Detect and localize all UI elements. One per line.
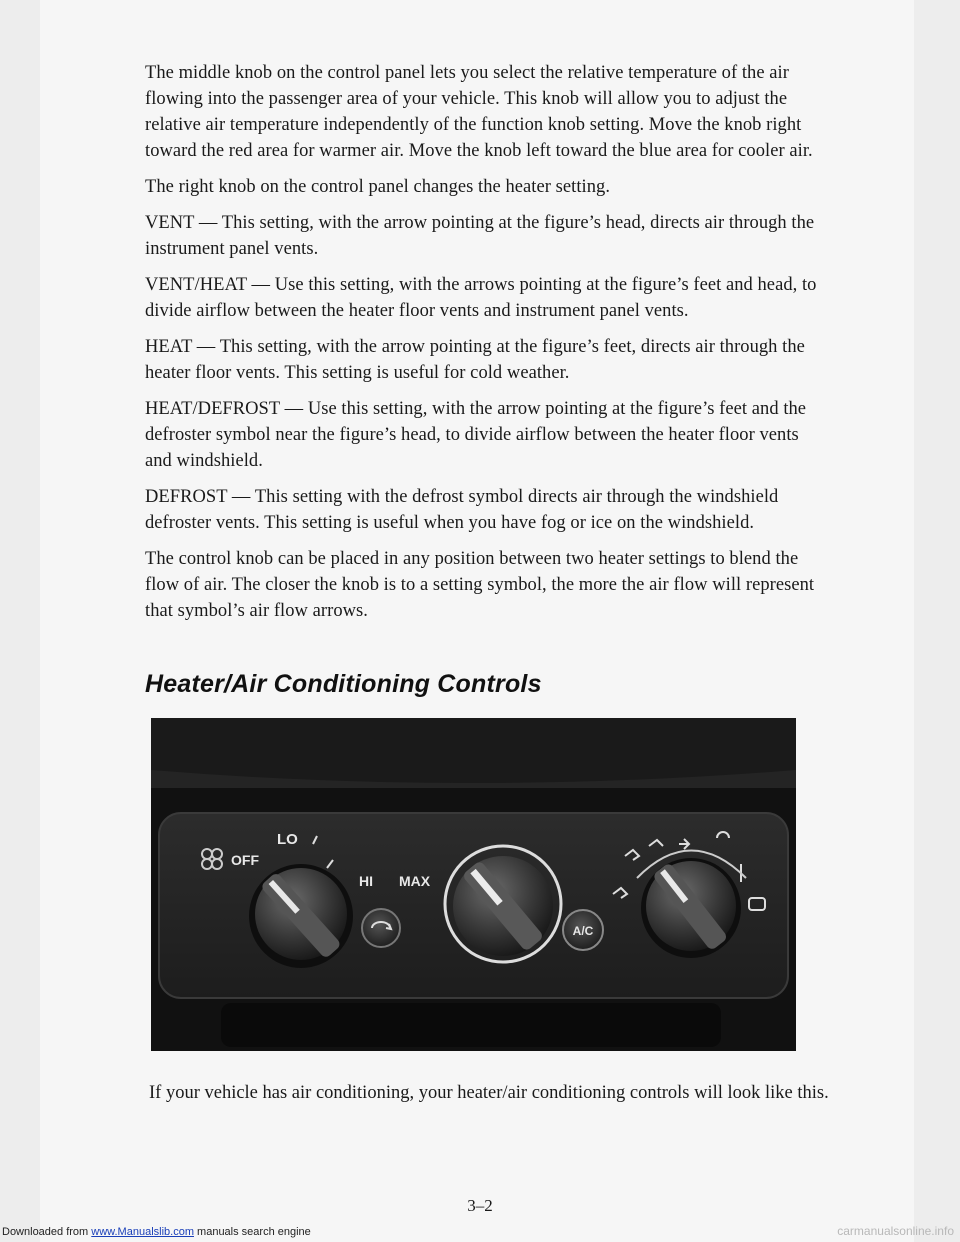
footer-suffix: manuals search engine — [193, 1226, 311, 1238]
paragraph-right-knob: The right knob on the control panel changes the heater setting. — [145, 177, 610, 197]
paragraph-defrost: DEFROST — This setting with the defrost symbol directs air through the windshield defroster vents. This setting is useful when you have fog or ice on the windshield. — [145, 487, 779, 533]
lo-label: LO — [277, 831, 298, 848]
body-text — [145, 60, 825, 634]
photo-caption: If your vehicle has air conditioning, your heater/air conditioning controls will look like this. — [149, 1083, 829, 1103]
ac-label: A/C — [572, 924, 594, 938]
temperature-knob — [445, 846, 561, 962]
paragraph-heat: HEAT — This setting, with the arrow pointing at the figure’s feet, directs air through the heater floor vents. This setting is useful for cold weather. — [145, 337, 805, 383]
paragraph-blend: The control knob can be placed in any position between two heater settings to blend the flow of air. The closer the knob is to a setting symbol, the more the air flow will represent that symbol’s air flow arrows. — [145, 549, 815, 621]
watermark: carmanualsonline.info — [837, 1224, 954, 1238]
off-label: OFF — [231, 852, 259, 868]
manualslib-link[interactable]: www.Manualslib.com — [91, 1226, 194, 1238]
paragraph-heat-defrost: HEAT/DEFROST — Use this setting, with the arrow pointing at the figure’s feet and the defroster symbol near the figure’s head, to divide airflow between the heater floor vents and windshield. — [145, 399, 807, 471]
fan-knob — [249, 864, 353, 968]
footer-prefix: Downloaded from — [2, 1226, 92, 1238]
hi-label: HI — [359, 873, 373, 889]
page-number: 3–2 — [467, 1196, 493, 1215]
download-footer — [2, 1226, 311, 1238]
section-heading: Heater/Air Conditioning Controls — [145, 670, 542, 698]
controls-photo — [151, 718, 796, 1051]
paragraph-vent: VENT — This setting, with the arrow pointing at the figure’s head, directs air through the instrument panel vents. — [145, 213, 815, 259]
mode-knob — [641, 858, 741, 958]
max-label: MAX — [399, 873, 431, 889]
ac-button — [563, 910, 603, 950]
paragraph-vent-heat: VENT/HEAT — Use this setting, with the arrows pointing at the figure’s feet and head, to divide airflow between the heater floor vents and instrument panel vents. — [145, 275, 817, 321]
recirculation-button — [362, 909, 400, 947]
paragraph-temperature-knob: The middle knob on the control panel lets you select the relative temperature of the air flowing into the passenger area of your vehicle. This knob will allow you to adjust the relative air temperature independently of the function knob setting. Move the knob right toward the red area for warmer air. Move the knob left toward the blue area for cooler air. — [145, 63, 813, 161]
